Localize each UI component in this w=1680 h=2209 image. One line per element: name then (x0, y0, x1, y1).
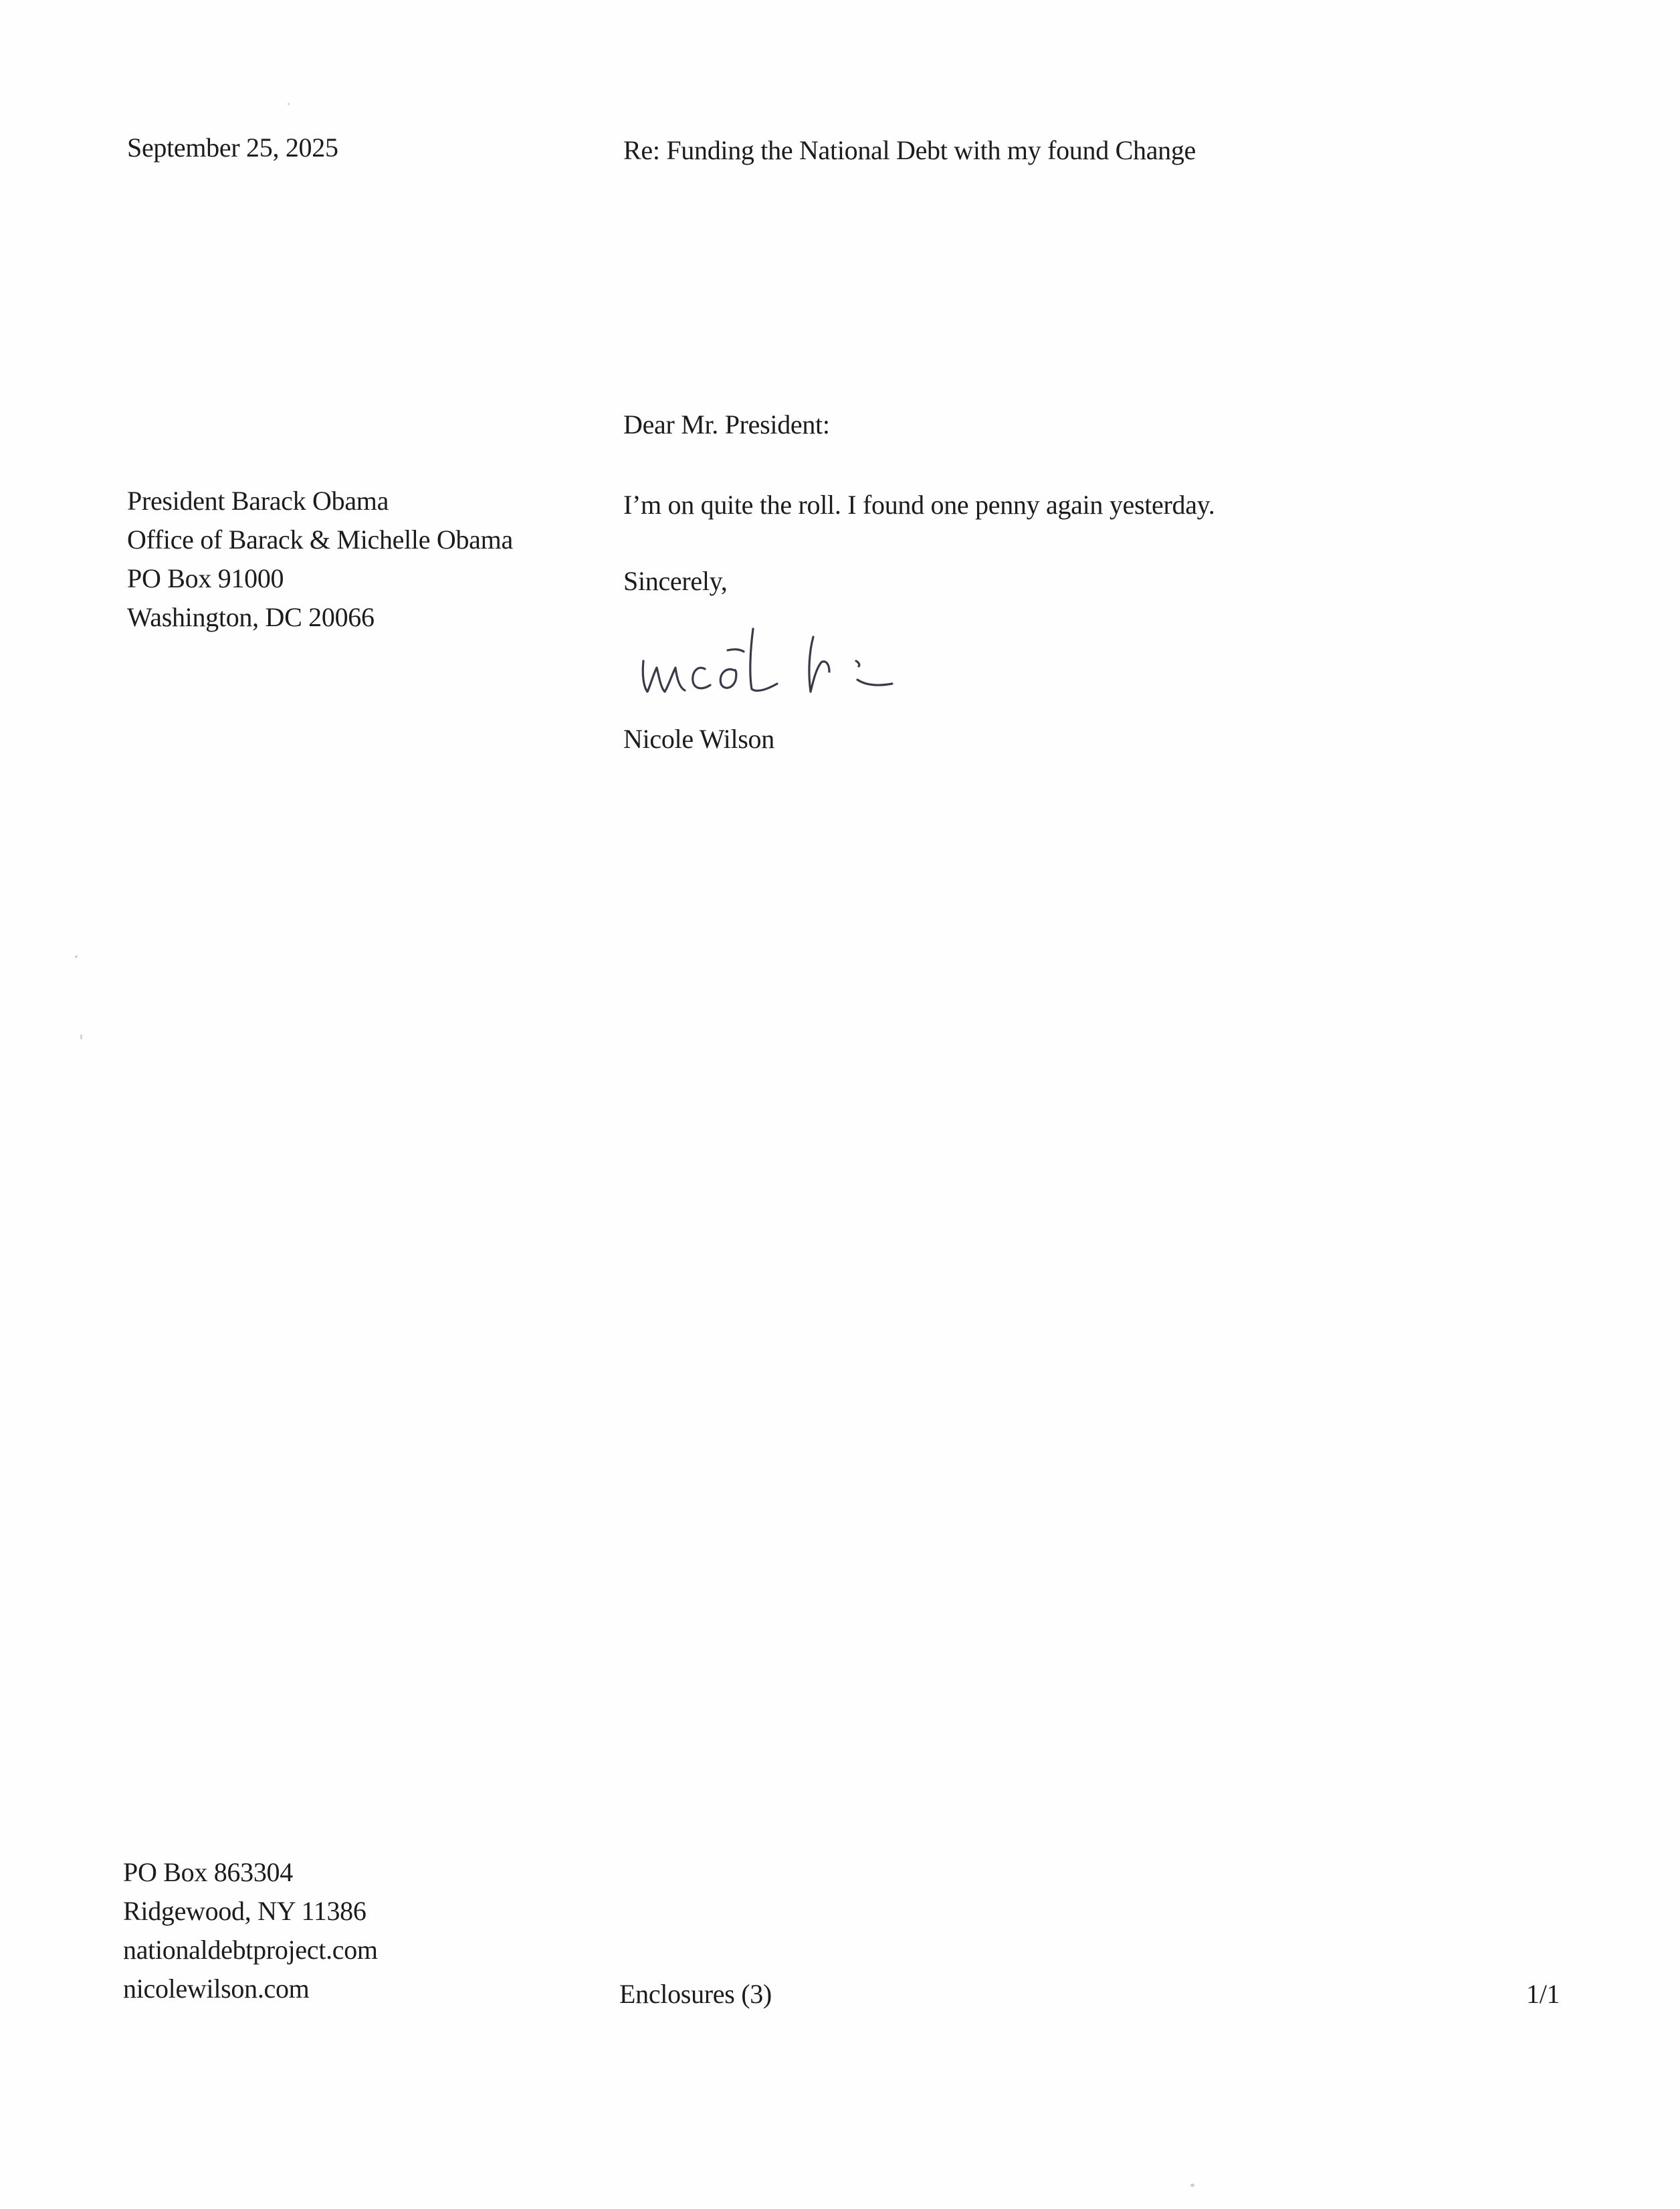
scan-speck (1190, 2184, 1194, 2187)
letter-body: I’m on quite the roll. I found one penny again yesterday. (623, 490, 1215, 520)
recipient-address (127, 482, 513, 637)
sender-name: Nicole Wilson (623, 724, 774, 754)
letter-date: September 25, 2025 (127, 132, 338, 163)
footer-website-personal: nicolewilson.com (123, 1974, 310, 2004)
salutation: Dear Mr. President: (623, 409, 830, 440)
footer-website-project: nationaldebtproject.com (123, 1935, 378, 1965)
recipient-name: President Barack Obama (127, 486, 389, 516)
recipient-po-box: PO Box 91000 (127, 563, 284, 593)
footer-po-box: PO Box 863304 (123, 1857, 293, 1887)
enclosures-note: Enclosures (3) (619, 1979, 772, 2009)
letter-subject: Re: Funding the National Debt with my found Change (623, 135, 1196, 165)
letter-closing: Sincerely, (623, 566, 728, 596)
scan-speck (288, 103, 290, 105)
page-number: 1/1 (1526, 1979, 1560, 2009)
recipient-city: Washington, DC 20066 (127, 602, 375, 632)
recipient-office: Office of Barack & Michelle Obama (127, 524, 513, 555)
footer-city: Ridgewood, NY 11386 (123, 1896, 366, 1926)
footer-address (123, 1853, 378, 2008)
handwritten-signature (635, 622, 950, 716)
scan-speck (75, 955, 78, 958)
scan-speck (80, 1034, 82, 1040)
